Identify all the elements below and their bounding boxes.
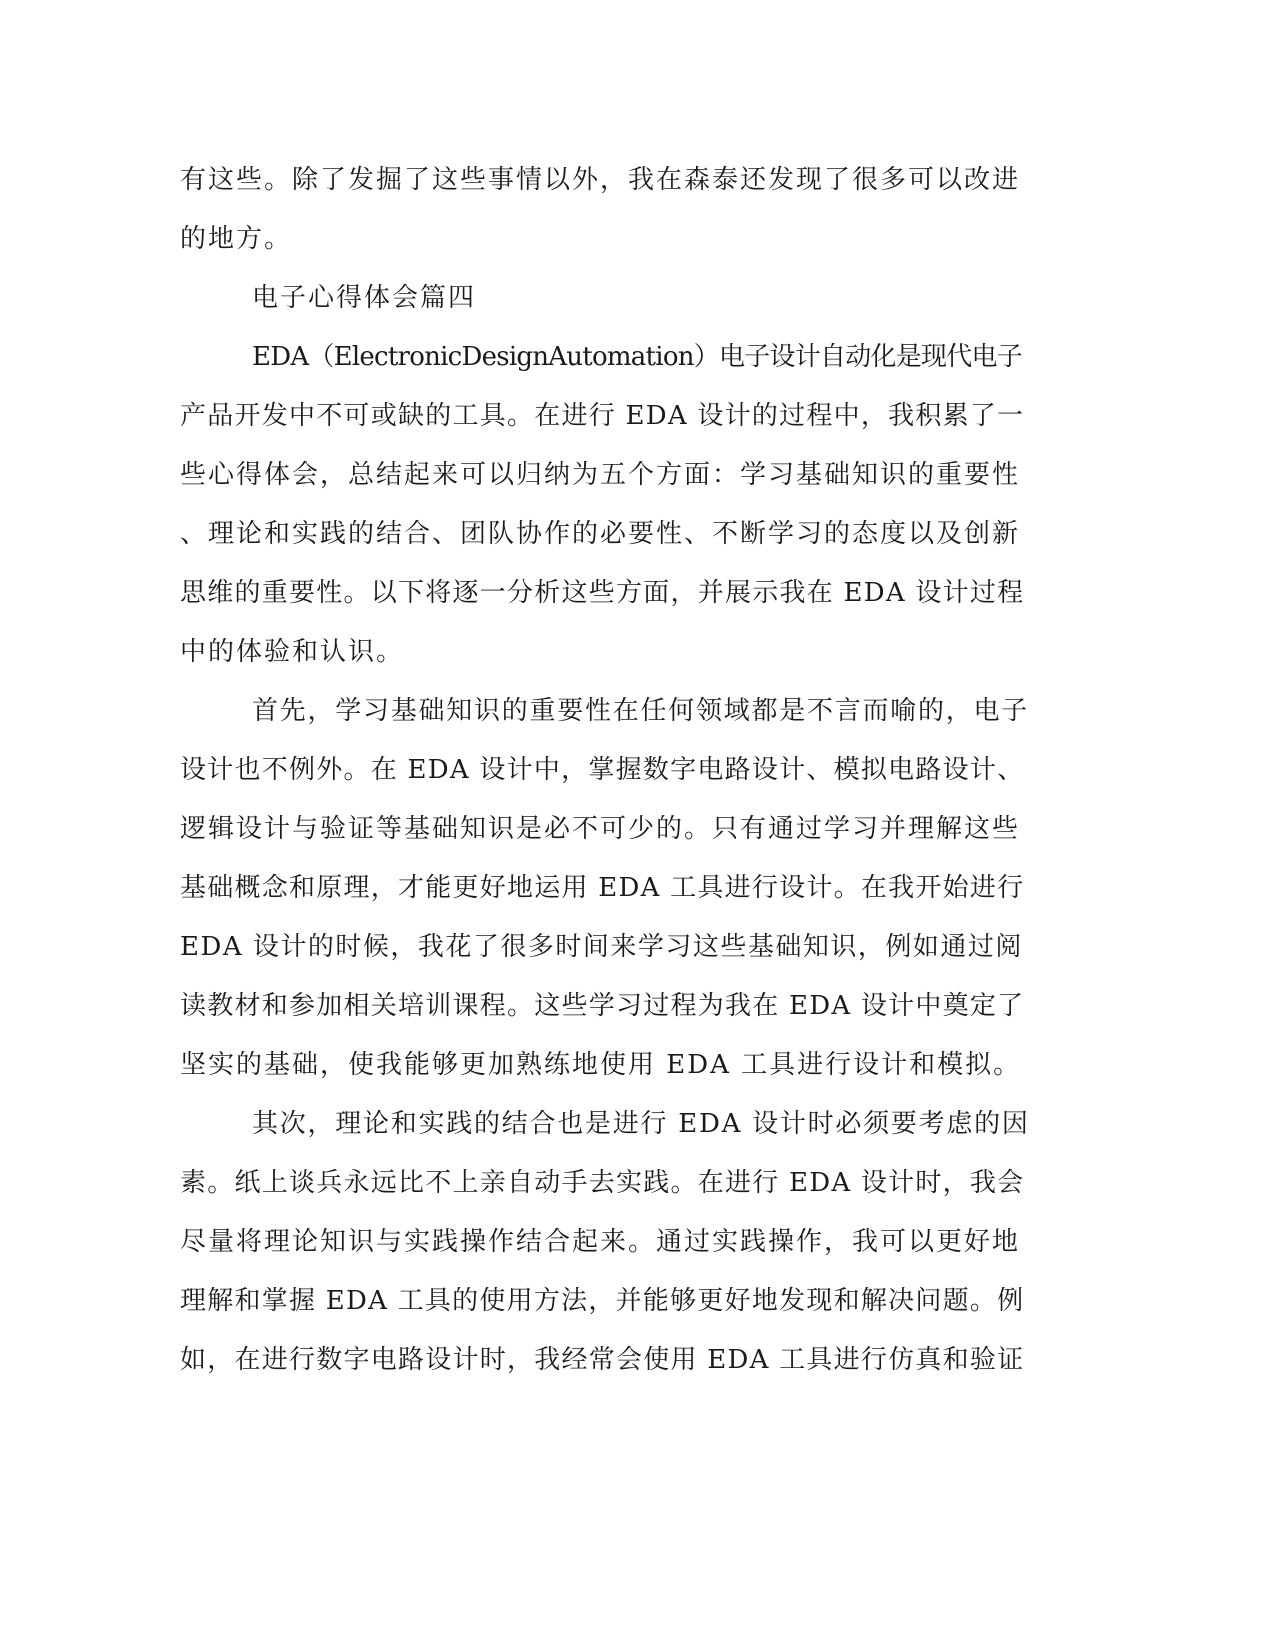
paragraph-line: 中的体验和认识。 (180, 637, 405, 667)
paragraph-line: EDA 设计的时候，我花了很多时间来学习这些基础知识，例如通过阅 (180, 932, 1023, 962)
paragraph-line: 思维的重要性。以下将逐一分析这些方面，并展示我在 EDA 设计过程 (180, 578, 1025, 608)
paragraph-line: 有这些。除了发掘了这些事情以外，我在森泰还发现了很多可以改进 (180, 165, 1021, 195)
paragraph-line: 基础概念和原理，才能更好地运用 EDA 工具进行设计。在我开始进行 (180, 873, 1025, 903)
paragraph-line: 的地方。 (180, 224, 293, 254)
paragraph-line: 逻辑设计与验证等基础知识是必不可少的。只有通过学习并理解这些 (180, 814, 1021, 844)
paragraph-line: 些心得体会，总结起来可以归纳为五个方面：学习基础知识的重要性 (180, 460, 1021, 490)
paragraph-line: 设计也不例外。在 EDA 设计中，掌握数字电路设计、模拟电路设计、 (180, 755, 1025, 785)
paragraph-line: 首先，学习基础知识的重要性在任何领域都是不言而喻的，电子 (252, 696, 1030, 726)
paragraph-line: 、理论和实践的结合、团队协作的必要性、不断学习的态度以及创新 (180, 519, 1021, 549)
paragraph-line: 读教材和参加相关培训课程。这些学习过程为我在 EDA 设计中奠定了 (180, 991, 1025, 1021)
paragraph-line: 如，在进行数字电路设计时，我经常会使用 EDA 工具进行仿真和验证 (180, 1345, 1025, 1375)
paragraph-line: 产品开发中不可或缺的工具。在进行 EDA 设计的过程中，我积累了一 (180, 401, 1025, 431)
paragraph-line: 其次，理论和实践的结合也是进行 EDA 设计时必须要考虑的因 (252, 1109, 1030, 1139)
section-heading: 电子心得体会篇四 (252, 283, 477, 313)
paragraph-line: EDA（ElectronicDesignAutomation）电子设计自动化是现代电子 (252, 342, 1022, 372)
paragraph-line: 素。纸上谈兵永远比不上亲自动手去实践。在进行 EDA 设计时，我会 (180, 1168, 1025, 1198)
paragraph-line: 尽量将理论知识与实践操作结合起来。通过实践操作，我可以更好地 (180, 1227, 1021, 1257)
paragraph-line: 理解和掌握 EDA 工具的使用方法，并能够更好地发现和解决问题。例 (180, 1286, 1025, 1316)
paragraph-line: 坚实的基础，使我能够更加熟练地使用 EDA 工具进行设计和模拟。 (180, 1050, 1022, 1080)
